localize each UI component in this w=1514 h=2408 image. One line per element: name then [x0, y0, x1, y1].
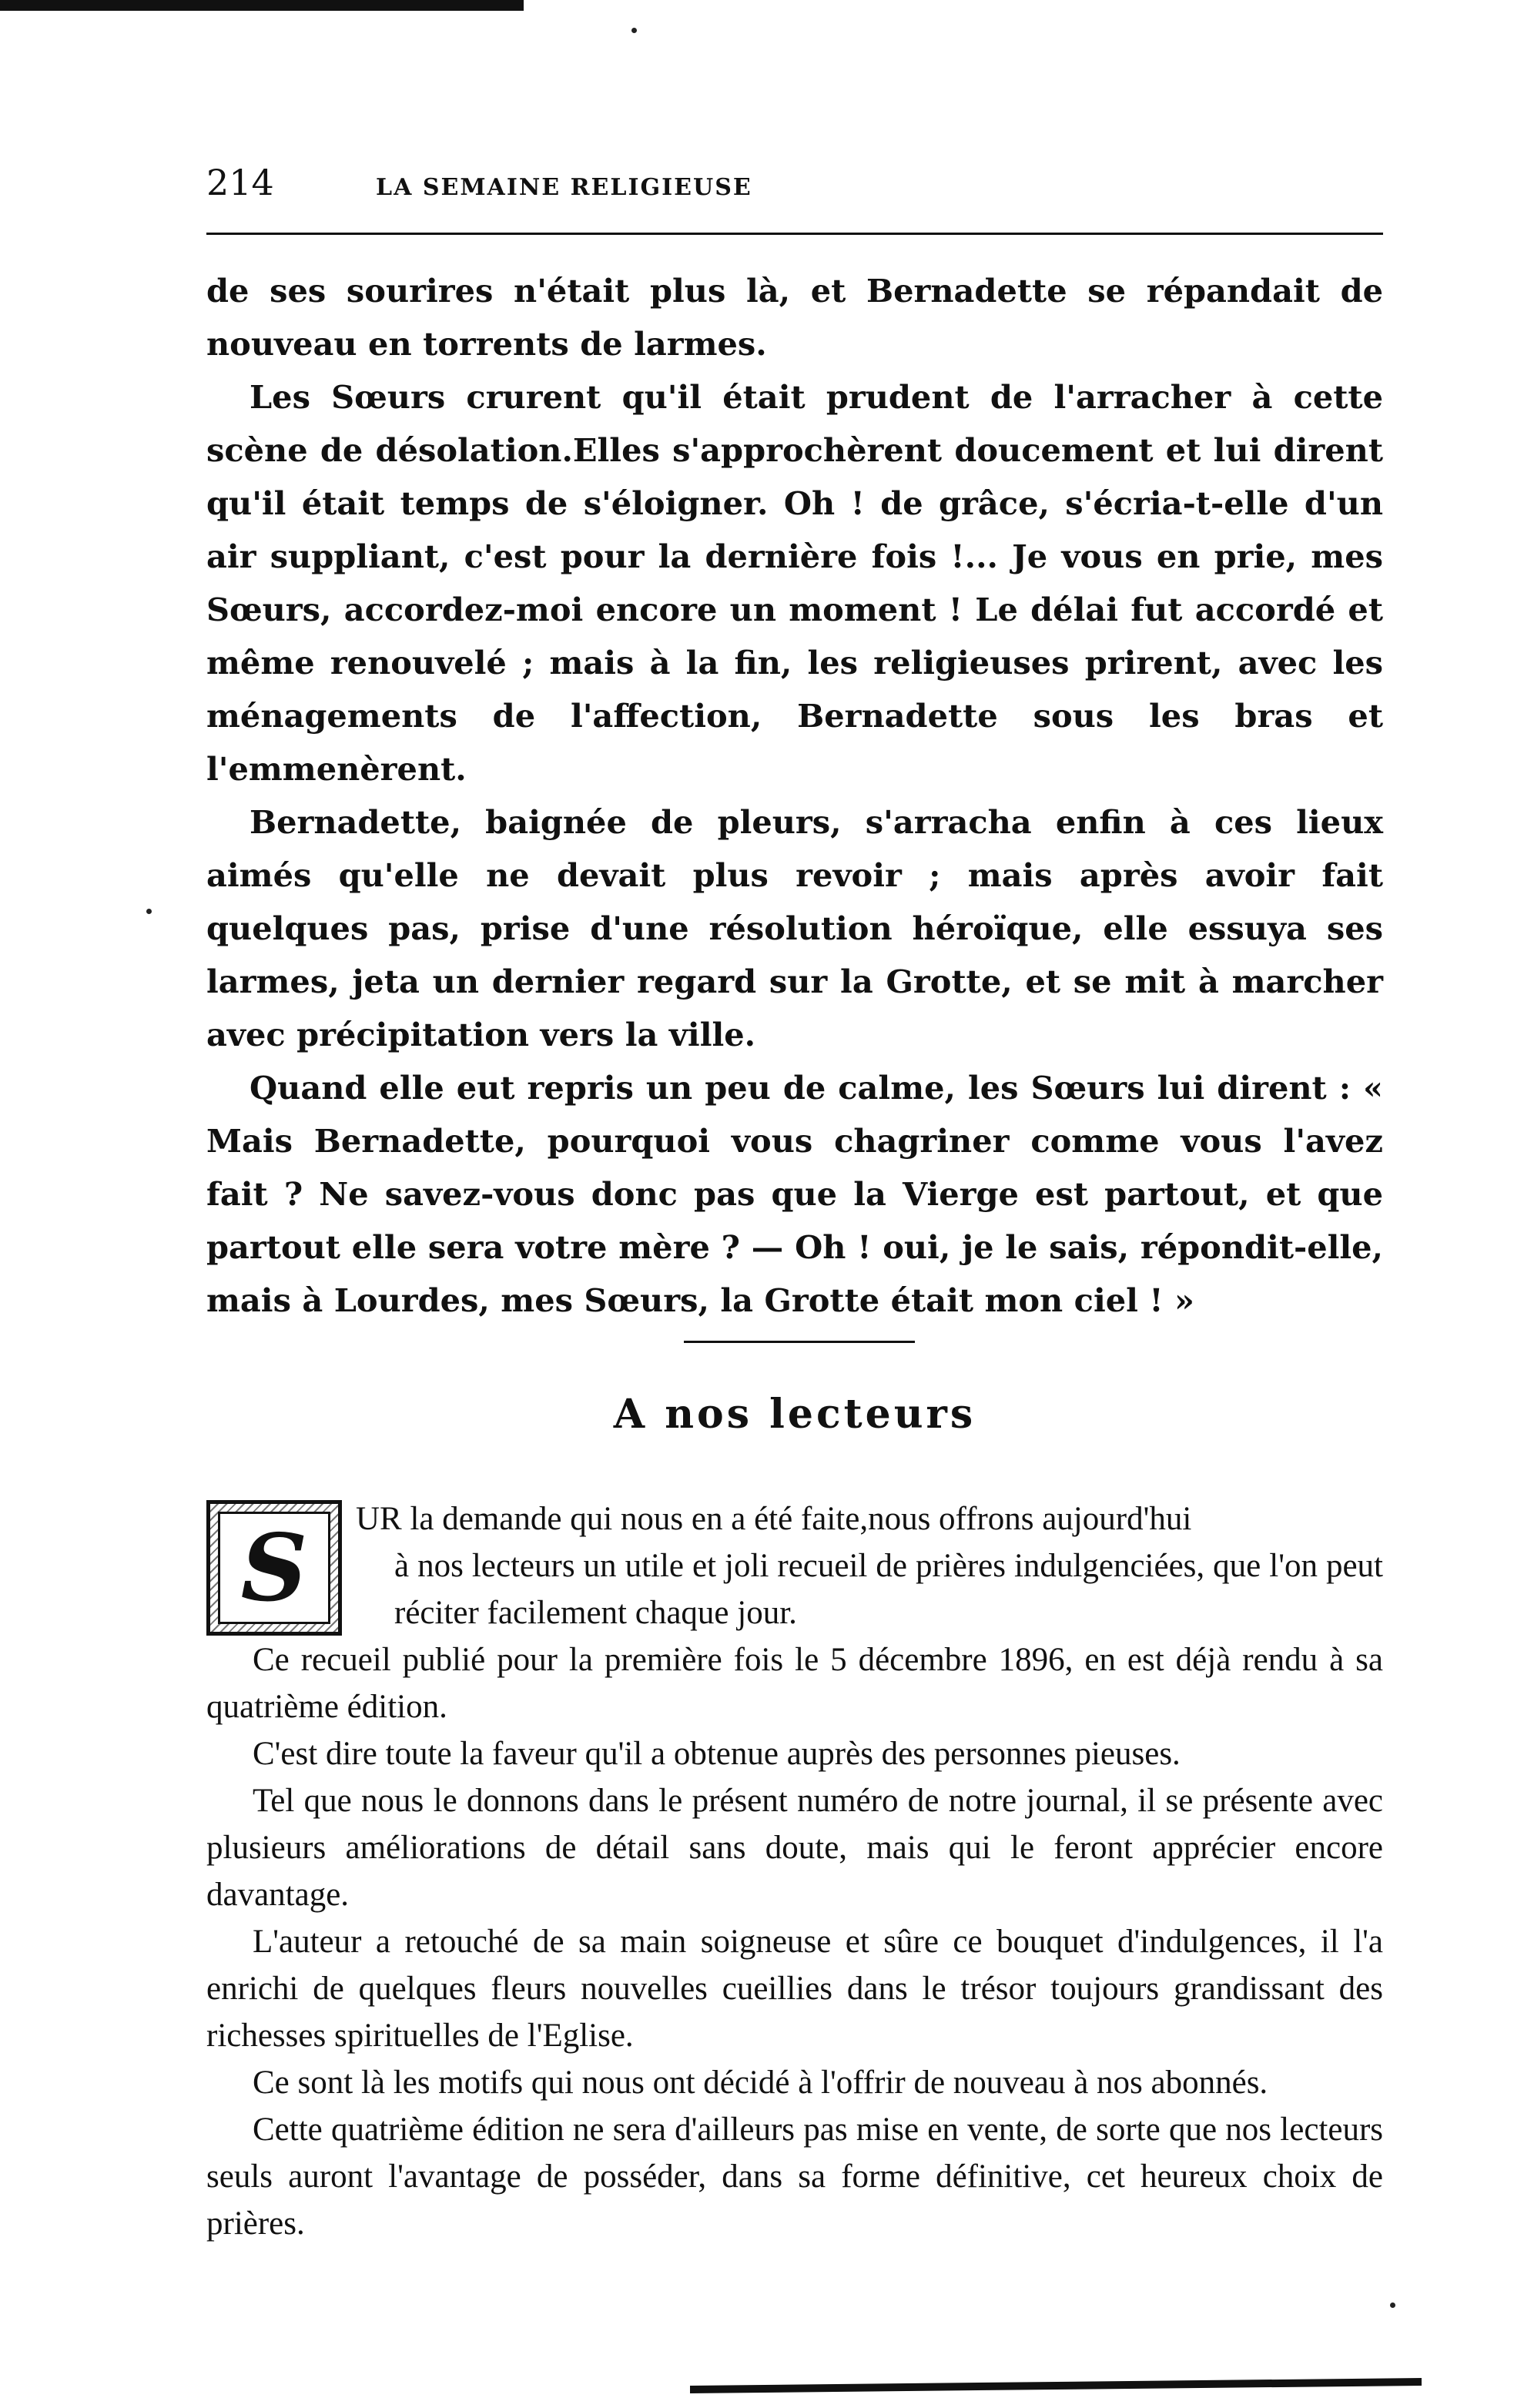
notice-first-paragraph: à nos lecteurs un utile et joli recueil de prières indulgenciées, que l'on peut réciter facilement chaque jour.	[394, 1548, 1383, 1631]
notice-paragraph: C'est dire toute la faveur qu'il a obtenue auprès des personnes pieuses.	[253, 1736, 1181, 1772]
scan-edge-bottom	[690, 2378, 1422, 2393]
scan-speck	[631, 28, 637, 33]
page-header	[206, 162, 1383, 235]
scan-speck	[1390, 2303, 1395, 2308]
page-number: 214	[206, 162, 274, 203]
section-heading: A nos lecteurs	[613, 1391, 976, 1438]
article-paragraph: de ses sourires n'était plus là, et Bernadette se répandait de nouveau en torrents de larmes.	[206, 272, 1383, 363]
notice-paragraph: Ce sont là les motifs qui nous ont décidé à l'offrir de nouveau à nos abonnés.	[253, 2065, 1268, 2101]
scan-speck	[146, 909, 152, 914]
drop-cap-ornament	[206, 1500, 342, 1636]
notice-opening	[206, 1495, 1383, 1636]
article-body	[206, 264, 1383, 1327]
article-paragraph: Quand elle eut repris un peu de calme, les Sœurs lui dirent : « Mais Bernadette, pourquoi vous chagriner comme vous l'avez fait ? Ne savez-vous donc pas que la Vierge est partout, et que partout elle sera votre mère ? — Oh ! oui, je le sais, répondit-elle, mais à Lourdes, mes Sœurs, la Grotte était mon ciel ! »	[206, 1069, 1383, 1319]
section-divider	[684, 1341, 915, 1343]
notice-paragraph: Tel que nous le donnons dans le présent numéro de notre journal, il se présente avec plusieurs améliorations de détail sans doute, mais qui le feront apprécier encore davantage.	[206, 1783, 1383, 1913]
notice-paragraph: L'auteur a retouché de sa main soigneuse et sûre ce bouquet d'indulgences, il l'a enrichi de quelques fleurs nouvelles cueillies dans le trésor toujours grandissant des richesses spirituelles de l'Eglise.	[206, 1924, 1383, 2054]
page	[206, 162, 1383, 2247]
notice-paragraph: Ce recueil publié pour la première fois le 5 décembre 1896, en est déjà rendu à sa quatrième édition.	[206, 1642, 1383, 1725]
running-title: LA SEMAINE RELIGIEUSE	[376, 174, 752, 201]
scan-edge-top	[0, 0, 524, 11]
notice-opening-lines	[356, 1495, 1383, 1636]
article-paragraph: Les Sœurs crurent qu'il était prudent de l'arracher à cette scène de désolation.Elles s'approchèrent doucement et lui dirent qu'il était temps de s'éloigner. Oh ! de grâce, s'écria-t-elle d'un air suppliant, c'est pour la dernière fois !... Je vous en prie, mes Sœurs, accordez-moi encore un moment ! Le délai fut accordé et même renouvelé ; mais à la fin, les religieuses prirent, avec les ménagements de l'affection, Bernadette sous les bras et l'emmenèrent.	[206, 378, 1383, 788]
article-paragraph: Bernadette, baignée de pleurs, s'arracha enfin à ces lieux aimés qu'elle ne devait plus revoir ; mais après avoir fait quelques pas, prise d'une résolution héroïque, elle essuya ses larmes, jeta un dernier regard sur la Grotte, et se mit à marcher avec précipitation vers la ville.	[206, 803, 1383, 1053]
notice-first-line: UR la demande qui nous en a été faite,nous offrons aujourd'hui	[356, 1501, 1192, 1537]
notice-body	[206, 1495, 1383, 2247]
notice-paragraph: Cette quatrième édition ne sera d'ailleurs pas mise en vente, de sorte que nos lecteurs seuls auront l'avantage de posséder, dans sa forme définitive, cet heureux choix de prières.	[206, 2112, 1383, 2242]
drop-cap-letter: S	[218, 1512, 330, 1624]
